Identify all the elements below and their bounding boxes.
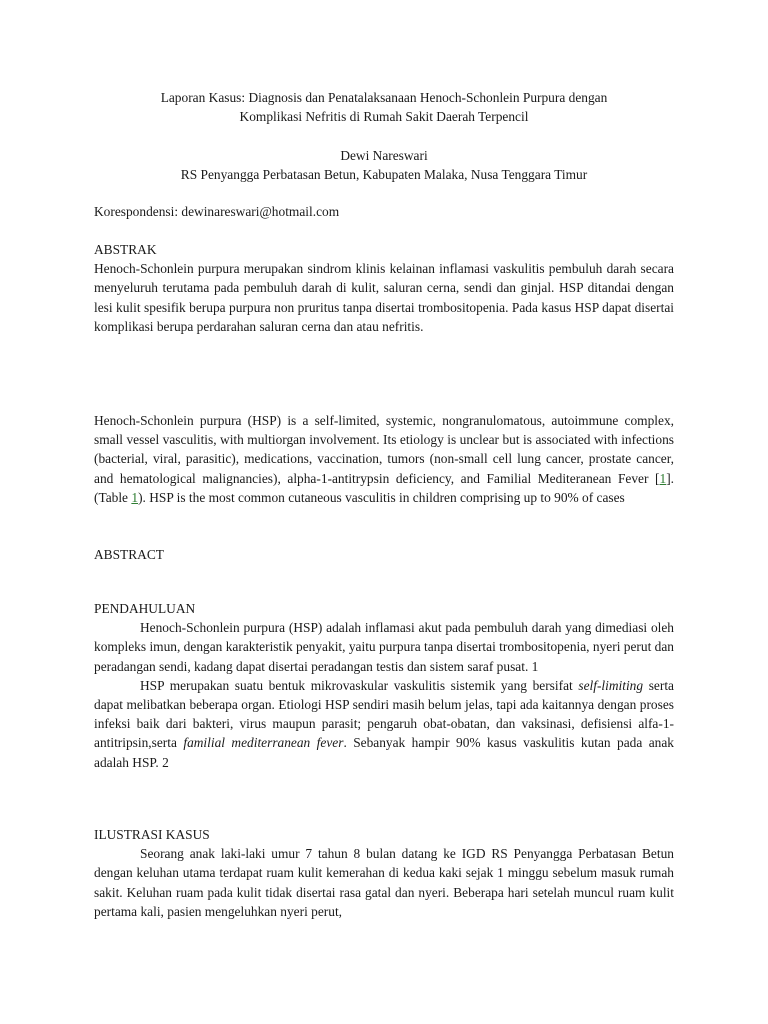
author-name: Dewi Nareswari: [340, 148, 428, 163]
english-abstract-paragraph: [94, 411, 674, 507]
abstrak-text: Henoch-Schonlein purpura merupakan sindrom klinis kelainan inflamasi vaskulitis pembuluh darah secara menyeluruh terutama pada pembuluh darah di kulit, saluran cerna, sendi dan ginjal. HSP ditandai dengan lesi kulit spesifik berupa purpura non pruritus tanpa disertai trombositopenia. Pada kasus HSP dapat disertai komplikasi berupa perdarahan saluran cerna dan atau nefritis.: [94, 261, 674, 334]
pendahuluan-p2-italic-2: familial mediterranean fever: [183, 735, 344, 751]
title-line-2: Komplikasi Nefritis di Rumah Sakit Daerah Terpencil: [239, 109, 529, 125]
paper-title: [94, 88, 674, 126]
pendahuluan-paragraph-1: Henoch-Schonlein purpura (HSP) adalah inflamasi akut pada pembuluh darah yang dimediasi oleh kompleks imun, dengan karakteristik penyakit, yaitu purpura tanpa disertai trombositopenia, nyeri perut dan peradangan sendi, kadang dapat disertai peradangan testis dan sistem saraf pusat. 1: [94, 620, 674, 674]
english-text-part-1: Henoch-Schonlein purpura (HSP) is a self-limited, systemic, nongranulomatous, autoimmune complex, small vessel vasculitis, with multiorgan involvement. Its etiology is unclear but is associated with infections (bacterial, viral, parasitic), medications, vaccination, tumors (non-small cell lung cancer, prostate cancer, and hematological malignancies), alpha-1-antitrypsin deficiency, and Familial Mediteranean Fever [: [94, 413, 674, 486]
author-block: [94, 146, 674, 184]
ilustrasi-heading: ILUSTRASI KASUS: [94, 827, 210, 842]
ilustrasi-paragraph-1: Seorang anak laki-laki umur 7 tahun 8 bulan datang ke IGD RS Penyangga Perbatasan Betun dengan keluhan utama terdapat ruam kulit kemerahan di kedua kaki sejak 1 minggu sebelum masuk rumah sakit. Keluhan ruam pada kulit tidak disertai rasa gatal dan nyeri. Beberapa hari setelah muncul ruam kulit pertama kali, pasien mengeluhkan nyeri perut,: [94, 846, 674, 919]
abstract-heading: ABSTRACT: [94, 547, 164, 562]
pendahuluan-section: [94, 599, 674, 772]
pendahuluan-heading: PENDAHULUAN: [94, 601, 196, 616]
english-text-part-2: ]. (Table: [94, 470, 674, 505]
english-text-part-3: ). HSP is the most common cutaneous vasculitis in children comprising up to 90% of cases: [138, 489, 625, 505]
pendahuluan-p2-italic-1: self-limiting: [578, 677, 644, 693]
abstrak-heading: ABSTRAK: [94, 242, 157, 257]
author-affiliation: RS Penyangga Perbatasan Betun, Kabupaten Malaka, Nusa Tenggara Timur: [180, 167, 588, 183]
reference-link-1[interactable]: 1: [659, 470, 667, 486]
pendahuluan-paragraph-2: [94, 676, 674, 772]
pendahuluan-p2-text-c: . Sebanyak hampir 90% kasus vaskulitis kutan pada anak adalah HSP. 2: [94, 735, 674, 770]
ilustrasi-section: [94, 825, 674, 921]
pendahuluan-p2-text-b: serta dapat melibatkan beberapa organ. Etiologi HSP sendiri masih belum jelas, tapi ada kaitannya dengan proses infeksi baik dari bakteri, virus maupun parasit; pengaruh obat-obatan, dan vaksinasi, defisiensi alfa-1-antitripsin,serta: [94, 677, 674, 751]
pendahuluan-p2-text-a: HSP merupakan suatu bentuk mikrovaskular vaskulitis sistemik yang bersifat: [140, 677, 579, 693]
abstrak-section: [94, 240, 674, 336]
title-line-1: Laporan Kasus: Diagnosis dan Penatalaksanaan Henoch-Schonlein Purpura dengan: [160, 90, 608, 105]
correspondence: Korespondensi: dewinareswari@hotmail.com: [94, 204, 340, 219]
table-link-1[interactable]: 1: [131, 489, 139, 505]
